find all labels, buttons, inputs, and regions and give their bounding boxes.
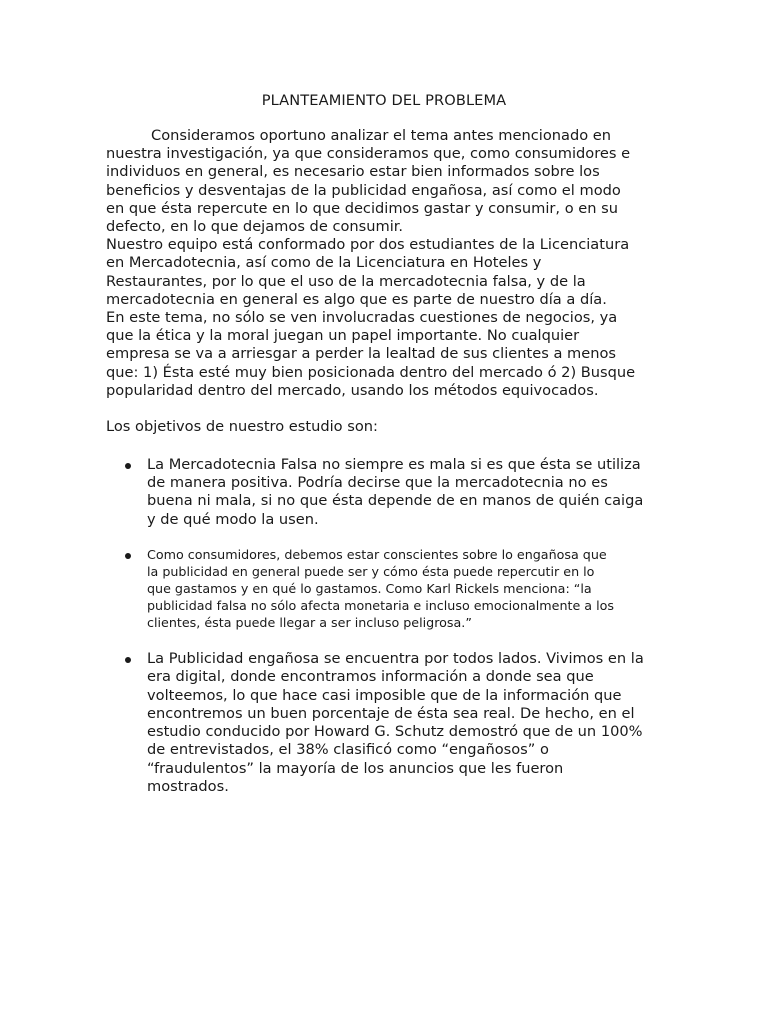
paragraph-line: Consideramos oportuno analizar el tema antes mencionado en — [151, 127, 612, 144]
paragraph-line: en que ésta repercute en lo que decidimos gastar y consumir, o en su — [106, 199, 618, 217]
bullet-line: “fraudulentos” la mayoría de los anuncios que les fueron — [147, 759, 564, 777]
paragraph-line: mercadotecnia en general es algo que es parte de nuestro día a día. — [106, 290, 607, 308]
paragraph-line: Nuestro equipo está conformado por dos estudiantes de la Licenciatura — [106, 236, 630, 254]
bullet-line: estudio conducido por Howard G. Schutz demostró que de un 100% — [147, 723, 643, 741]
bullet-line: La Mercadotecnia Falsa no siempre es mala si es que ésta se utiliza — [147, 456, 641, 473]
bullet-line: que gastamos y en qué lo gastamos. Como Karl Rickels menciona: “la — [147, 580, 592, 596]
bullet-icon — [125, 657, 131, 663]
bullet-line: de entrevistados, el 38% clasificó como “engañosos” o — [147, 741, 549, 759]
bullet-line: publicidad falsa no sólo afecta monetaria e incluso emocionalmente a los — [147, 597, 615, 613]
paragraph-line: Restaurantes, por lo que el uso de la mercadotecnia falsa, y de la — [106, 272, 586, 290]
paragraph-line: defecto, en lo que dejamos de consumir. — [106, 218, 404, 236]
bullet-line: Como consumidores, debemos estar conscientes sobre lo engañosa que — [147, 547, 607, 562]
bullet-line: la publicidad en general puede ser y cómo ésta puede repercutir en lo — [147, 563, 595, 579]
paragraph-line: individuos en general, es necesario estar bien informados sobre los — [106, 163, 600, 181]
bullet-icon — [125, 463, 131, 469]
bullet-line: clientes, ésta puede llegar a ser incluso peligrosa.” — [147, 614, 472, 630]
paragraph-line: en Mercadotecnia, así como de la Licenciatura en Hoteles y — [106, 254, 542, 272]
bullet-line: buena ni mala, si no que ésta depende de en manos de quién caiga — [147, 492, 644, 510]
page-title: PLANTEAMIENTO DEL PROBLEMA — [261, 92, 507, 109]
paragraph-line: En este tema, no sólo se ven involucradas cuestiones de negocios, ya — [106, 309, 618, 327]
paragraph-line: popularidad dentro del mercado, usando los métodos equivocados. — [106, 381, 599, 399]
bullet-line: La Publicidad engañosa se encuentra por todos lados. Vivimos en la — [147, 650, 644, 667]
paragraph-line: que la ética y la moral juegan un papel importante. No cualquier — [106, 327, 580, 345]
bullet-text — [147, 547, 687, 632]
paragraph-line: nuestra investigación, ya que consideramos que, como consumidores e — [106, 145, 631, 163]
paragraph-line: empresa se va a arriesgar a perder la lealtad de sus clientes a menos — [106, 345, 617, 363]
problem-statement-paragraph — [106, 127, 666, 400]
paragraph-line: que: 1) Ésta esté muy bien posicionada dentro del mercado ó 2) Busque — [106, 363, 636, 381]
bullet-line: volteemos, lo que hace casi imposible que de la información que — [147, 686, 622, 704]
bullet-text — [147, 650, 687, 796]
bullet-text — [147, 456, 687, 529]
paragraph-line: beneficios y desventajas de la publicidad engañosa, así como el modo — [106, 181, 621, 199]
bullet-line: de manera positiva. Podría decirse que la mercadotecnia no es — [147, 474, 608, 492]
objectives-heading: Los objetivos de nuestro estudio son: — [106, 418, 378, 435]
bullet-line: y de qué modo la usen. — [147, 510, 319, 528]
bullet-line: mostrados. — [147, 778, 229, 796]
bullet-line: era digital, donde encontramos información a donde sea que — [147, 668, 594, 686]
bullet-icon — [125, 553, 131, 559]
bullet-line: encontremos un buen porcentaje de ésta sea real. De hecho, en el — [147, 704, 635, 722]
